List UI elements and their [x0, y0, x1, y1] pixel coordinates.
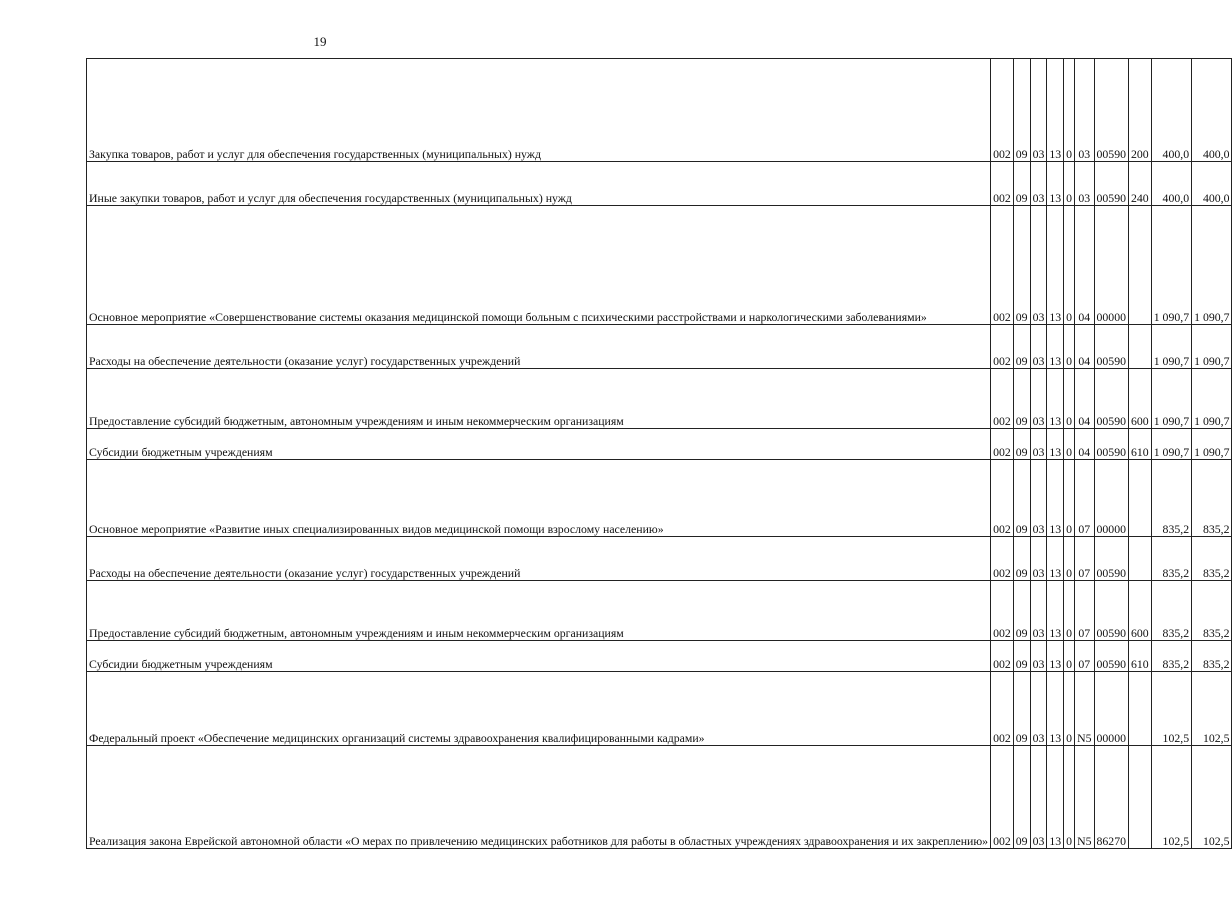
ministry-code: 002 [991, 641, 1014, 672]
subsection-code: 03 [1030, 641, 1047, 672]
row-description: Предоставление субсидий бюджетным, автономным учреждениям и иным некоммерческим организациям [87, 581, 991, 641]
row-description: Субсидии бюджетным учреждениям [87, 429, 991, 460]
expense-type-code [1129, 672, 1152, 746]
program-code: 13 [1047, 59, 1064, 162]
expense-type-code: 200 [1129, 59, 1152, 162]
direction-code: 00590 [1094, 325, 1129, 369]
ministry-code: 002 [991, 537, 1014, 581]
subsection-code: 03 [1030, 672, 1047, 746]
amount-year-2: 835,2 [1192, 641, 1232, 672]
page-number: 19 [313, 34, 327, 49]
program-code: 13 [1047, 460, 1064, 537]
event-code: 07 [1075, 537, 1094, 581]
program-code: 13 [1047, 641, 1064, 672]
subsection-code: 03 [1030, 162, 1047, 206]
amount-year-2: 835,2 [1192, 537, 1232, 581]
row-description: Иные закупки товаров, работ и услуг для обеспечения государственных (муниципальных) нужд [87, 162, 991, 206]
direction-code: 86270 [1094, 746, 1129, 849]
amount-year-2: 102,5 [1192, 672, 1232, 746]
amount-year-1: 400,0 [1151, 59, 1191, 162]
section-code: 09 [1013, 206, 1030, 325]
ministry-code: 002 [991, 746, 1014, 849]
program-code: 13 [1047, 162, 1064, 206]
row-description: Субсидии бюджетным учреждениям [87, 641, 991, 672]
program-code: 13 [1047, 672, 1064, 746]
table-row [87, 369, 1232, 429]
table-row [87, 460, 1232, 537]
subprogram-code: 0 [1064, 206, 1075, 325]
program-code: 13 [1047, 325, 1064, 369]
expense-type-code [1129, 206, 1152, 325]
row-description: Реализация закона Еврейской автономной области «О мерах по привлечению медицинских работников для работы в областных учреждениях здравоохранения и их закреплению» [87, 746, 991, 849]
amount-year-2: 1 090,7 [1192, 206, 1232, 325]
amount-year-1: 102,5 [1151, 746, 1191, 849]
row-description: Федеральный проект «Обеспечение медицинских организаций системы здравоохранения квалифицированными кадрами» [87, 672, 991, 746]
table-row [87, 162, 1232, 206]
event-code: 07 [1075, 460, 1094, 537]
section-code: 09 [1013, 460, 1030, 537]
direction-code: 00590 [1094, 429, 1129, 460]
table-row [87, 672, 1232, 746]
table-body [87, 59, 1232, 849]
amount-year-1: 835,2 [1151, 581, 1191, 641]
amount-year-2: 1 090,7 [1192, 429, 1232, 460]
subsection-code: 03 [1030, 581, 1047, 641]
subprogram-code: 0 [1064, 325, 1075, 369]
direction-code: 00590 [1094, 641, 1129, 672]
amount-year-2: 400,0 [1192, 162, 1232, 206]
event-code: 07 [1075, 641, 1094, 672]
section-code: 09 [1013, 59, 1030, 162]
amount-year-1: 835,2 [1151, 460, 1191, 537]
amount-year-1: 1 090,7 [1151, 369, 1191, 429]
ministry-code: 002 [991, 581, 1014, 641]
direction-code: 00000 [1094, 206, 1129, 325]
ministry-code: 002 [991, 672, 1014, 746]
amount-year-2: 102,5 [1192, 746, 1232, 849]
table-row [87, 206, 1232, 325]
expense-type-code [1129, 537, 1152, 581]
event-code: N5 [1075, 672, 1094, 746]
table-row [87, 59, 1232, 162]
subprogram-code: 0 [1064, 641, 1075, 672]
expense-type-code: 600 [1129, 581, 1152, 641]
row-description: Закупка товаров, работ и услуг для обеспечения государственных (муниципальных) нужд [87, 59, 991, 162]
ministry-code: 002 [991, 369, 1014, 429]
section-code: 09 [1013, 581, 1030, 641]
section-code: 09 [1013, 746, 1030, 849]
program-code: 13 [1047, 206, 1064, 325]
expense-type-code: 610 [1129, 429, 1152, 460]
amount-year-1: 1 090,7 [1151, 206, 1191, 325]
program-code: 13 [1047, 429, 1064, 460]
amount-year-1: 1 090,7 [1151, 325, 1191, 369]
program-code: 13 [1047, 746, 1064, 849]
event-code: N5 [1075, 746, 1094, 849]
table-row [87, 581, 1232, 641]
amount-year-1: 400,0 [1151, 162, 1191, 206]
direction-code: 00590 [1094, 537, 1129, 581]
direction-code: 00000 [1094, 672, 1129, 746]
section-code: 09 [1013, 537, 1030, 581]
expense-type-code [1129, 460, 1152, 537]
ministry-code: 002 [991, 429, 1014, 460]
event-code: 07 [1075, 581, 1094, 641]
row-description: Основное мероприятие «Развитие иных специализированных видов медицинской помощи взрослому населению» [87, 460, 991, 537]
amount-year-2: 835,2 [1192, 581, 1232, 641]
program-code: 13 [1047, 369, 1064, 429]
budget-table [86, 58, 1232, 849]
subprogram-code: 0 [1064, 581, 1075, 641]
subsection-code: 03 [1030, 429, 1047, 460]
table-row [87, 641, 1232, 672]
section-code: 09 [1013, 429, 1030, 460]
expense-type-code: 240 [1129, 162, 1152, 206]
subprogram-code: 0 [1064, 460, 1075, 537]
amount-year-1: 102,5 [1151, 672, 1191, 746]
subprogram-code: 0 [1064, 672, 1075, 746]
subprogram-code: 0 [1064, 746, 1075, 849]
subprogram-code: 0 [1064, 369, 1075, 429]
row-description: Расходы на обеспечение деятельности (оказание услуг) государственных учреждений [87, 537, 991, 581]
expense-type-code [1129, 746, 1152, 849]
ministry-code: 002 [991, 460, 1014, 537]
event-code: 03 [1075, 59, 1094, 162]
subprogram-code: 0 [1064, 59, 1075, 162]
amount-year-2: 1 090,7 [1192, 369, 1232, 429]
section-code: 09 [1013, 641, 1030, 672]
subsection-code: 03 [1030, 537, 1047, 581]
section-code: 09 [1013, 162, 1030, 206]
event-code: 04 [1075, 369, 1094, 429]
event-code: 04 [1075, 325, 1094, 369]
subsection-code: 03 [1030, 206, 1047, 325]
program-code: 13 [1047, 581, 1064, 641]
subsection-code: 03 [1030, 369, 1047, 429]
direction-code: 00590 [1094, 369, 1129, 429]
ministry-code: 002 [991, 162, 1014, 206]
subsection-code: 03 [1030, 746, 1047, 849]
subprogram-code: 0 [1064, 429, 1075, 460]
amount-year-2: 835,2 [1192, 460, 1232, 537]
amount-year-1: 835,2 [1151, 537, 1191, 581]
row-description: Основное мероприятие «Совершенствование системы оказания медицинской помощи больным с психическими расстройствами и наркологическими заболеваниями» [87, 206, 991, 325]
amount-year-2: 1 090,7 [1192, 325, 1232, 369]
direction-code: 00590 [1094, 162, 1129, 206]
event-code: 04 [1075, 429, 1094, 460]
table-row [87, 429, 1232, 460]
ministry-code: 002 [991, 206, 1014, 325]
ministry-code: 002 [991, 59, 1014, 162]
section-code: 09 [1013, 325, 1030, 369]
subprogram-code: 0 [1064, 162, 1075, 206]
subprogram-code: 0 [1064, 537, 1075, 581]
direction-code: 00590 [1094, 59, 1129, 162]
section-code: 09 [1013, 369, 1030, 429]
expense-type-code [1129, 325, 1152, 369]
subsection-code: 03 [1030, 59, 1047, 162]
amount-year-2: 400,0 [1192, 59, 1232, 162]
direction-code: 00000 [1094, 460, 1129, 537]
subsection-code: 03 [1030, 460, 1047, 537]
event-code: 03 [1075, 162, 1094, 206]
event-code: 04 [1075, 206, 1094, 325]
row-description: Расходы на обеспечение деятельности (оказание услуг) государственных учреждений [87, 325, 991, 369]
expense-type-code: 610 [1129, 641, 1152, 672]
subsection-code: 03 [1030, 325, 1047, 369]
expense-type-code: 600 [1129, 369, 1152, 429]
table-row [87, 325, 1232, 369]
section-code: 09 [1013, 672, 1030, 746]
amount-year-1: 835,2 [1151, 641, 1191, 672]
direction-code: 00590 [1094, 581, 1129, 641]
table-row [87, 746, 1232, 849]
ministry-code: 002 [991, 325, 1014, 369]
program-code: 13 [1047, 537, 1064, 581]
table-row [87, 537, 1232, 581]
amount-year-1: 1 090,7 [1151, 429, 1191, 460]
row-description: Предоставление субсидий бюджетным, автономным учреждениям и иным некоммерческим организациям [87, 369, 991, 429]
